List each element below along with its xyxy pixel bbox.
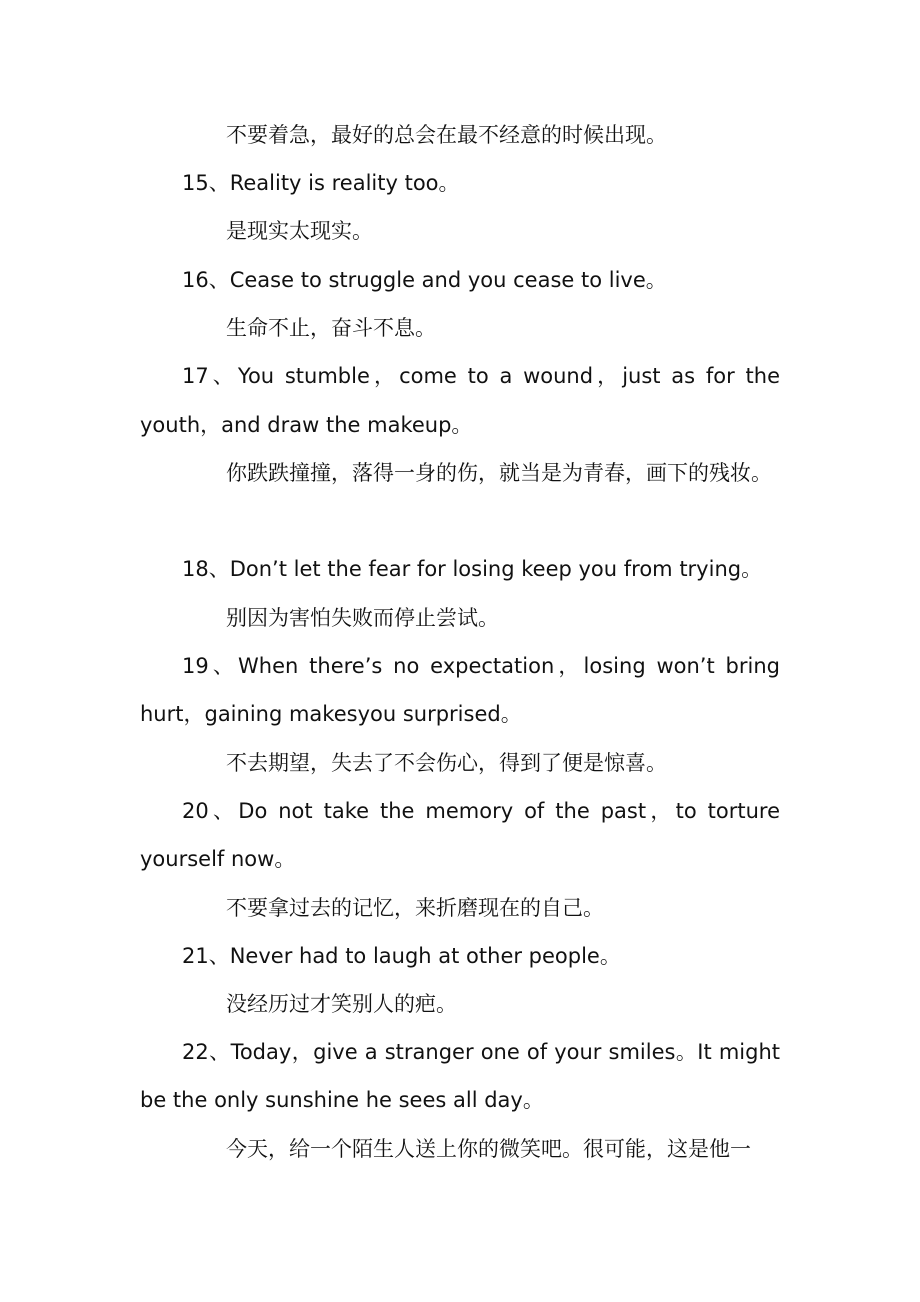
- quote-continuation-line: youth，and draw the makeup。: [140, 413, 473, 437]
- quote-line: 16、Cease to struggle and you cease to live。: [182, 268, 667, 292]
- translation-line: 不去期望，失去了不会伤心，得到了便是惊喜。: [226, 751, 667, 775]
- quote-line: 19、When there’s no expectation，losing won’t bring: [182, 654, 780, 678]
- quote-line: 20、Do not take the memory of the past，to torture: [182, 799, 780, 823]
- quote-line: 17、You stumble，come to a wound，just as for the: [182, 364, 780, 388]
- quote-continuation-line: yourself now。: [140, 847, 296, 871]
- quote-line: 15、Reality is reality too。: [182, 171, 460, 195]
- translation-line: 别因为害怕失败而停止尝试。: [226, 606, 499, 630]
- translation-line: 不要拿过去的记忆，来折磨现在的自己。: [226, 896, 604, 920]
- translation-line: 不要着急，最好的总会在最不经意的时候出现。: [226, 123, 667, 147]
- translation-line: 生命不止，奋斗不息。: [226, 316, 436, 340]
- quote-continuation-line: hurt，gaining makesyou surprised。: [140, 702, 522, 726]
- translation-line: 没经历过才笑别人的疤。: [226, 992, 457, 1016]
- quote-line: 21、Never had to laugh at other people。: [182, 944, 621, 968]
- quote-line: 22、Today，give a stranger one of your smiles。It might: [182, 1040, 780, 1064]
- quote-line: 18、Don’t let the fear for losing keep you from trying。: [182, 557, 763, 581]
- translation-line: 是现实太现实。: [226, 219, 373, 243]
- translation-line: 你跌跌撞撞，落得一身的伤，就当是为青春，画下的残妆。: [226, 461, 772, 485]
- translation-line: 今天，给一个陌生人送上你的微笑吧。很可能，这是他一: [226, 1137, 751, 1161]
- quote-continuation-line: be the only sunshine he sees all day。: [140, 1088, 544, 1112]
